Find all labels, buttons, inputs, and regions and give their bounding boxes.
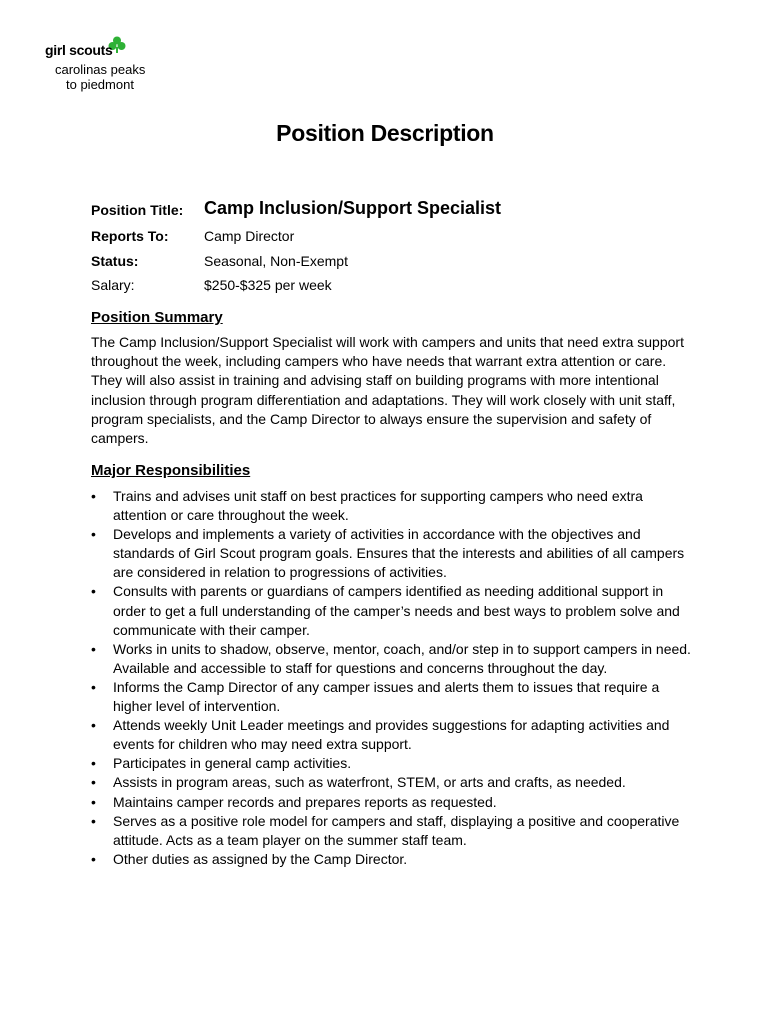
salary-row bbox=[91, 273, 691, 297]
bullet-icon: • bbox=[91, 812, 96, 829]
bullet-icon: • bbox=[91, 526, 96, 543]
position-title-label: Position Title: bbox=[91, 202, 184, 218]
list-item-text: Maintains camper records and prepares reports as requested. bbox=[113, 793, 497, 810]
reports-to-value: Camp Director bbox=[204, 228, 295, 244]
position-title-value: Camp Inclusion/Support Specialist bbox=[204, 198, 502, 218]
reports-to-label: Reports To: bbox=[91, 228, 169, 244]
bullet-icon: • bbox=[91, 678, 96, 695]
reports-to-row bbox=[91, 224, 691, 248]
list-item bbox=[91, 793, 691, 812]
page-title: Position Description bbox=[276, 120, 494, 146]
list-item-text: Trains and advises unit staff on best practices for supporting campers who need extra attention or care throughout the week. bbox=[113, 488, 643, 524]
bullet-icon: • bbox=[91, 717, 96, 734]
position-summary-heading: Position Summary bbox=[91, 309, 223, 326]
salary-value: $250-$325 per week bbox=[204, 277, 332, 293]
list-item-text: Serves as a positive role model for campers and staff, displaying a positive and cooperative attitude. Acts as a team player on the summer staff team. bbox=[113, 812, 680, 848]
list-item-text: Attends weekly Unit Leader meetings and provides suggestions for adapting activities and events for children who may need extra support. bbox=[113, 717, 670, 753]
position-summary-text: The Camp Inclusion/Support Specialist will work with campers and units that need extra support throughout the week, including campers who have needs that warrant extra attention or care. They will also assist in training and advising staff on building programs with more intentional inclusion through program differentiation and adaptations. They will work closely with unit staff, program specialists, and the Camp Director to always ensure the supervision and safety of campers. bbox=[91, 334, 684, 447]
list-item-text: Informs the Camp Director of any camper issues and alerts them to issues that require a higher level of intervention. bbox=[113, 678, 660, 715]
responsibilities-list bbox=[91, 487, 691, 869]
logo-council-line2: to piedmont bbox=[66, 77, 134, 92]
bullet-icon: • bbox=[91, 793, 96, 810]
bullet-icon: • bbox=[91, 755, 96, 772]
list-item-text: Participates in general camp activities. bbox=[113, 755, 352, 772]
list-item bbox=[91, 754, 691, 773]
list-item bbox=[91, 812, 691, 850]
list-item bbox=[91, 640, 691, 678]
logo-brand-text: girl scouts bbox=[45, 42, 113, 58]
bullet-icon: • bbox=[91, 583, 96, 600]
organization-logo bbox=[44, 36, 174, 96]
status-label: Status: bbox=[91, 253, 139, 269]
major-responsibilities-heading: Major Responsibilities bbox=[91, 462, 251, 479]
position-title-row bbox=[91, 198, 691, 222]
status-value: Seasonal, Non-Exempt bbox=[204, 253, 348, 269]
bullet-icon: • bbox=[91, 640, 96, 657]
list-item-text: Assists in program areas, such as waterfront, STEM, or arts and crafts, as needed. bbox=[113, 774, 626, 791]
list-item bbox=[91, 678, 691, 716]
list-item bbox=[91, 487, 691, 525]
logo-council-line1: carolinas peaks bbox=[55, 62, 146, 77]
list-item-text: Works in units to shadow, observe, mentor, coach, and/or step in to support campers in need. Available and accessible to staff for questions and concerns throughout the day. bbox=[113, 640, 691, 676]
list-item bbox=[91, 850, 691, 869]
list-item-text: Develops and implements a variety of activities in accordance with the objectives and standards of Girl Scout program goals. Ensures that the interests and abilities of all campers are considered in relation to progressions of activities. bbox=[113, 526, 685, 581]
bullet-icon: • bbox=[91, 774, 96, 791]
salary-label: Salary: bbox=[91, 277, 135, 293]
list-item bbox=[91, 582, 691, 639]
list-item bbox=[91, 525, 691, 582]
list-item-text: Consults with parents or guardians of campers identified as needing additional support in order to get a full understanding of the camper’s needs and best ways to problem solve and communicate with their camper. bbox=[113, 583, 680, 638]
bullet-icon: • bbox=[91, 850, 96, 867]
status-row bbox=[91, 249, 691, 273]
list-item-text: Other duties as assigned by the Camp Director. bbox=[113, 850, 408, 867]
bullet-icon: • bbox=[91, 488, 96, 504]
list-item bbox=[91, 773, 691, 792]
list-item bbox=[91, 716, 691, 754]
